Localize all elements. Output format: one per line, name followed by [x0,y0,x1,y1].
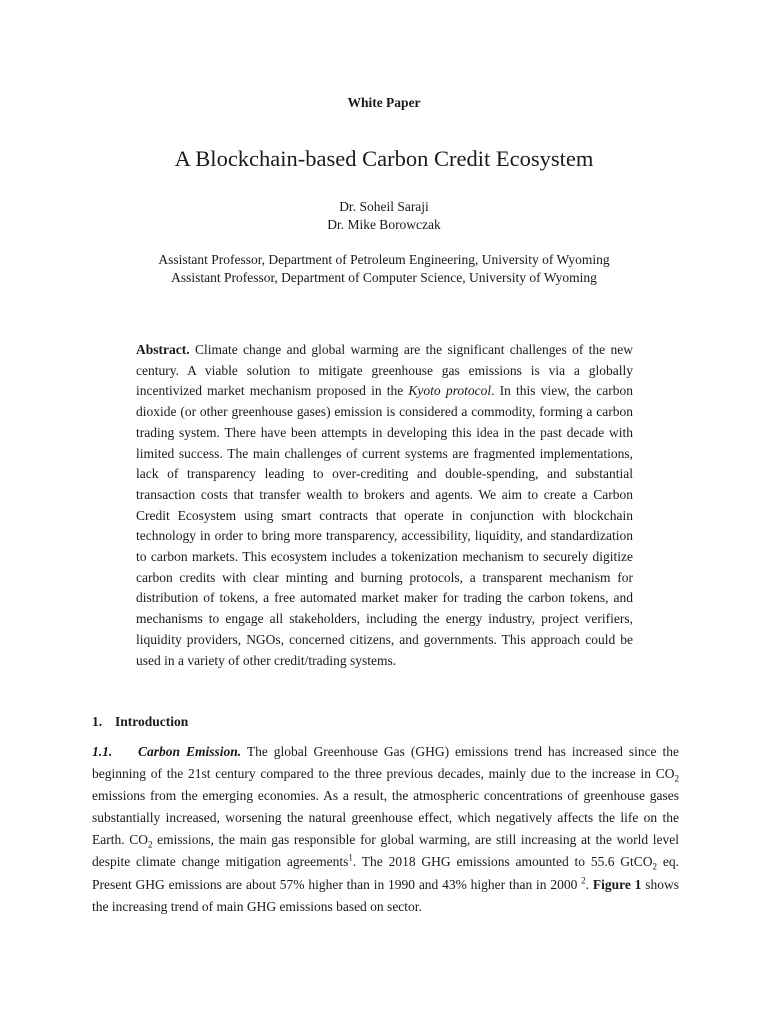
body-text: eq. Present GHG emissions are about 57% higher than in 1990 and 43% higher than in 2000 [92,854,679,892]
author-affiliation: Assistant Professor, Department of Computer Science, University of Wyoming [171,270,597,285]
body-text: shows the increasing trend of main GHG emissions based on sector. [92,876,679,914]
author-name: Dr. Mike Borowczak [327,217,441,232]
section-heading-introduction [92,714,188,730]
affiliation-list [0,251,768,287]
section-title: Introduction [115,714,189,729]
figure-reference: Figure 1 [592,876,642,892]
section-number: 1. [92,714,103,729]
body-text: emissions, the main gas responsible for global warming, are still increasing at the world level despite climate change mitigation agreements [92,832,679,870]
abstract-text: . In this view, the carbon dioxide (or other greenhouse gases) emission is considered a commodity, forming a carbon trading system. There have been attempts in developing this idea in the past decade with limited success. The main challenges of current systems are fragmented implementations, lack of transparency leading to over-crediting and double-spending, and substantial transaction costs that transfer wealth to brokers and agents. We aim to create a Carbon Credit Ecosystem using smart contracts that operate in conjunction with blockchain technology in order to bring more transparency, accessibility, liquidity, and standardization to carbon markets. This ecosystem includes a tokenization mechanism to securely digitize carbon credits with clear minting and burning protocols, a transparent mechanism for distribution of tokens, a free automated market maker for trading the carbon tokens, and mechanisms to engage all stakeholders, including the energy industry, project verifiers, liquidity providers, NGOs, concerned citizens, and governments. This approach could be used in a variety of other credit/trading systems. [136,383,634,668]
author-list [0,198,768,234]
document-type-label: White Paper [347,95,421,110]
abstract-label: Abstract. [136,342,190,357]
kyoto-protocol-term: Kyoto protocol [408,383,492,399]
author-affiliation: Assistant Professor, Department of Petroleum Engineering, University of Wyoming [158,252,610,267]
subsection-title: Carbon Emission. [138,744,242,759]
body-text: emissions from the emerging economies. As a result, the atmospheric concentrations of greenhouse gases substantially increased, worsening the natural greenhouse effect, which negatively affects the life on the Earth. CO [92,788,679,848]
abstract-paragraph [136,340,633,671]
body-text: . [585,876,593,892]
reference-marker: 1 [348,852,353,863]
subscript-2: 2 [652,862,658,873]
abstract-text: Climate change and global warming are the significant challenges of the new century. A viable solution to mitigate greenhouse gas emissions is via a globally incentivized market mechanism proposed in the [136,342,633,399]
body-text: The global Greenhouse Gas (GHG) emissions trend has increased since the beginning of the 21st century compared to the three previous decades, mainly due to the increase in CO [92,744,679,782]
subsection-number: 1.1. [92,744,113,759]
paper-title: A Blockchain-based Carbon Credit Ecosystem [174,146,594,171]
subscript-2: 2 [674,773,679,784]
carbon-emission-paragraph [92,741,679,918]
author-name: Dr. Soheil Saraji [339,199,429,214]
body-text: . The 2018 GHG emissions amounted to 55.6 GtCO [352,854,653,870]
subscript-2: 2 [148,840,153,851]
reference-marker: 2 [581,875,586,886]
